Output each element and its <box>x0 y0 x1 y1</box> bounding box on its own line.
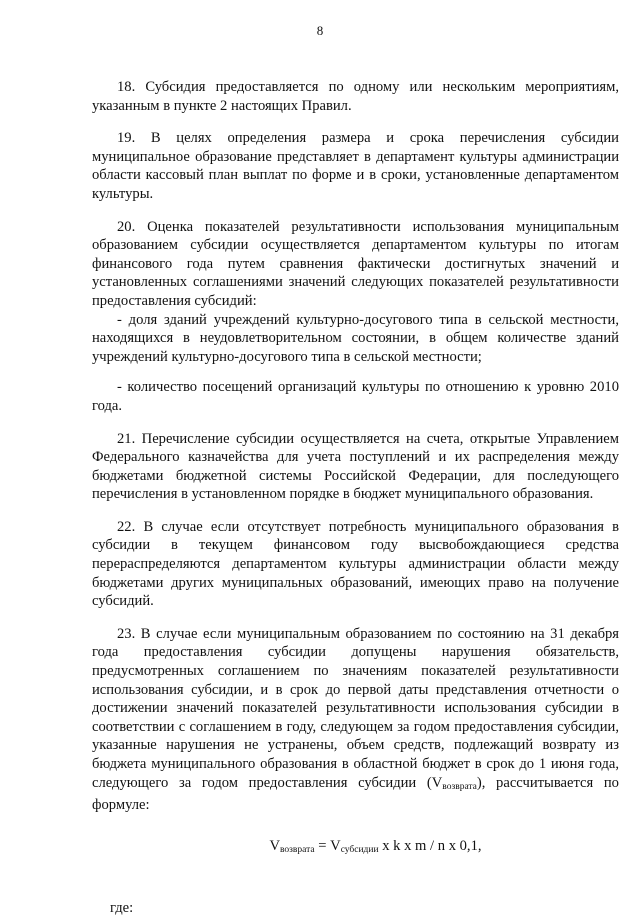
paragraph-23 <box>92 625 619 815</box>
page-number: 8 <box>316 23 324 38</box>
paragraph-21: 21. Перечисление субсидии осуществляется на счета, открытые Управлением Федерального казначейства для учета поступлений и их распределения между бюджетами бюджетной системы Российской Федерации, для последующего перечисления в установленном порядке в бюджет муниципального образования. <box>92 430 619 503</box>
paragraph-19: 19. В целях определения размера и срока перечисления субсидии муниципальное образование представляет в департамент культуры администрации области кассовый план выплат по форме и в сроки, установленные департаментом культуры. <box>92 130 619 202</box>
paragraph-22: 22. В случае если отсутствует потребность муниципального образования в субсидии в текущем финансовом году высвобождающиеся средства перераспределяются департаментом культуры администрации области между бюджетами других муниципальных образований, имеющих право на получение субсидий. <box>92 518 619 610</box>
paragraph-20-item-2: - количество посещений организаций культуры по отношению к уровню 2010 года. <box>92 379 619 414</box>
formula-sub-subsidy: субсидии <box>340 844 379 855</box>
paragraph-20-item-1: - доля зданий учреждений культурно-досугового типа в сельской местности, находящихся в неудовлетворительном состоянии, в общем количестве зданий учреждений культурно-досугового типа в сельской местности; <box>92 311 619 365</box>
where-label: где: <box>110 900 134 917</box>
paragraph-23-text: 23. В случае если муниципальным образованием по состоянию на 31 декабря года предоставления субсидии допущены нарушения обязательств, предусмотренных соглашением по значениям показателей результативности использования субсидии, и в срок до первой даты представления отчетности о достижении значений показателей результативности использования субсидии в соответствии с соглашением в году, следующем за годом предоставления субсидии, указанные нарушения не устранены, объем средств, подлежащий возврату из бюджета муниципального образования в областной бюджет в срок до 1 июня года, следующего за годом предоставления субсидии (V <box>92 625 619 791</box>
formula-v: V <box>269 837 280 854</box>
document-body <box>92 78 619 918</box>
formula-equals: = V <box>314 837 341 854</box>
return-formula <box>92 837 619 860</box>
formula-rest: x k x m / n x 0,1, <box>378 837 482 854</box>
paragraph-23-subscript: возврата <box>442 781 477 792</box>
paragraph-23-end: ), рассчитывается по формуле: <box>92 774 619 814</box>
formula-sub-return: возврата <box>280 844 315 855</box>
paragraph-20: 20. Оценка показателей результативности использования муниципальным образованием субсидии осуществляется департаментом культуры по итогам финансового года путем сравнения фактически достигнутых значений и установленных соглашениями значений следующих показателей результативности предоставления субсидий: <box>92 218 619 309</box>
paragraph-18: 18. Субсидия предоставляется по одному или нескольким мероприятиям, указанным в пункте 2 настоящих Правил. <box>92 79 619 114</box>
